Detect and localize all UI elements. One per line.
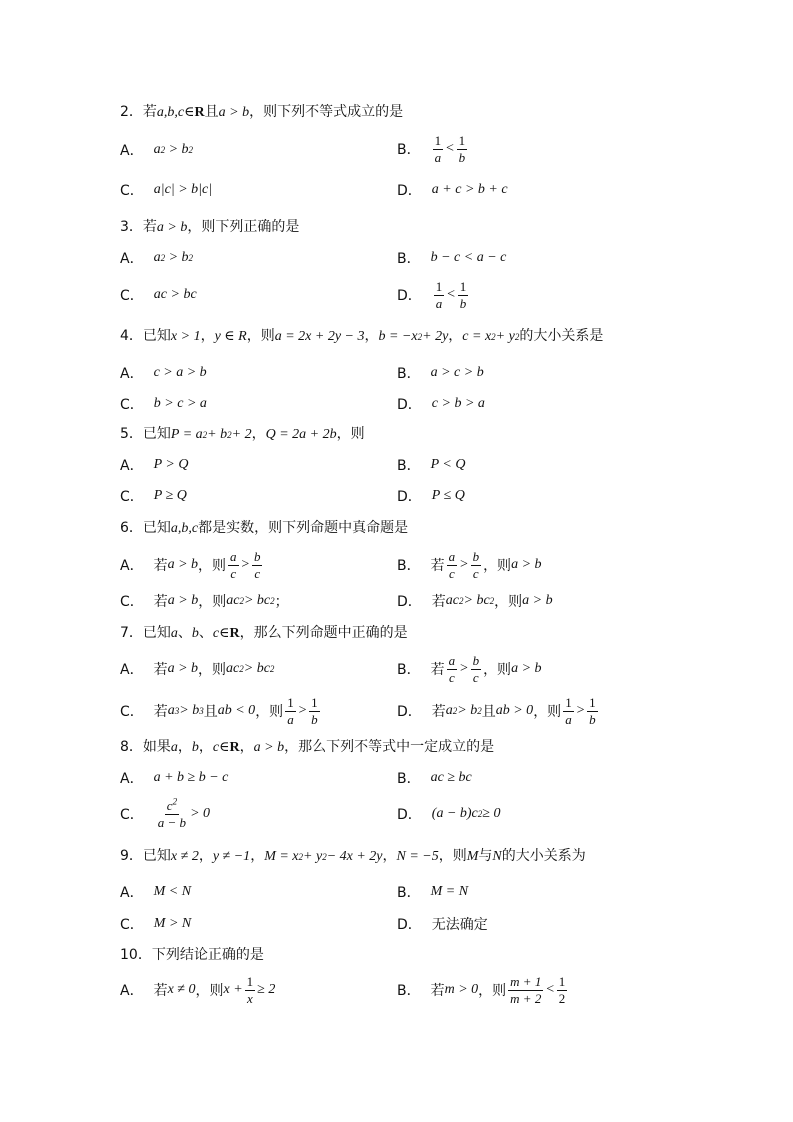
question-8-option-b[interactable]: B． ac ≥ bc xyxy=(397,770,472,787)
question-7-option-d[interactable]: D． 若 a 2 > b 2 且 ab > 0 ，则 $\frac{1}{a}$ > $\frac{1}{b}$ xyxy=(397,694,596,727)
question-7-option-b[interactable]: B． 若 $\frac{a}{c}$ > $\frac{b}{c}$ ，则 a > b xyxy=(397,652,542,685)
question-5-stem: 5．已知P = a 2 + b 2 + 2，Q = 2a + 2b，则 xyxy=(120,426,365,442)
question-10-option-b[interactable]: B． 若 m > 0 ，则 $\frac{m + 1}{m + 2}$ < $\frac{1}{2}$ xyxy=(397,973,566,1006)
question-9-option-d-text: 无法确定 xyxy=(431,917,488,933)
question-6-option-c[interactable]: C． 若 a > b ，则 ac 2 > bc 2 ； xyxy=(120,593,289,610)
question-4-stem: 4．已知x > 1，y ∈ R，则a = 2x + 2y − 3，b = −x 2 + 2y，c = x 2 + y 2 的大小关系是 xyxy=(120,328,604,344)
question-6-option-a[interactable]: A． 若 a > b ，则 $\frac{a}{c}$ > $\frac{b}{c}$ xyxy=(120,548,261,581)
question-4-option-d[interactable]: D． c > b > a xyxy=(397,396,485,413)
question-6-stem: 6．已知a,b,c都是实数，则下列命题中真命题是 xyxy=(120,520,409,536)
question-9-option-d[interactable]: D． 无法确定 xyxy=(397,913,488,935)
question-3-option-a[interactable]: A． a 2 > b 2 xyxy=(120,250,194,267)
question-4-option-b[interactable]: B． a > c > b xyxy=(397,365,484,382)
question-9-option-b[interactable]: B． M = N xyxy=(397,884,469,901)
question-4-option-c[interactable]: C． b > c > a xyxy=(120,396,207,413)
question-9-option-c[interactable]: C． M > N xyxy=(120,916,192,933)
question-7-option-a[interactable]: A． 若 a > b ，则 ac 2 > bc 2 xyxy=(120,661,275,678)
question-2-stem: 2．若a,b,c∈ R 且a > b，则下列不等式成立的是 xyxy=(120,104,404,120)
question-3-stem: 3．若a > b，则下列正确的是 xyxy=(120,219,300,235)
question-3-option-d[interactable]: D． $\frac{1}{a}$ < $\frac{1}{b}$ xyxy=(397,278,467,311)
question-3-option-b[interactable]: B． b − c < a − c xyxy=(397,250,507,267)
question-3-option-c[interactable]: C． ac > bc xyxy=(120,287,197,304)
question-2-option-c[interactable]: C． a|c| > b|c| xyxy=(120,182,213,199)
question-9-option-a[interactable]: A． M < N xyxy=(120,884,192,901)
question-5-option-d[interactable]: D． P ≤ Q xyxy=(397,488,465,505)
question-7-stem: 7．已知a、b、c∈ R ，那么下列命题中正确的是 xyxy=(120,625,408,641)
question-8-option-a[interactable]: A． a + b ≥ b − c xyxy=(120,770,229,787)
question-2-option-b[interactable]: B． $\frac{1}{a}$ < $\frac{1}{b}$ xyxy=(397,132,466,165)
question-8-option-c[interactable]: C． $\frac{c^2}{a - b}$ > 0 xyxy=(120,796,211,830)
question-6-option-b[interactable]: B． 若 $\frac{a}{c}$ > $\frac{b}{c}$ ，则 a > b xyxy=(397,548,542,581)
question-5-option-a[interactable]: A． P > Q xyxy=(120,457,189,474)
question-4-option-a[interactable]: A． c > a > b xyxy=(120,365,207,382)
question-5-option-c[interactable]: C． P ≥ Q xyxy=(120,488,187,505)
question-2-option-d[interactable]: D． a + c > b + c xyxy=(397,182,508,199)
question-6-option-d[interactable]: D． 若 ac 2 > bc 2 ，则 a > b xyxy=(397,593,553,610)
question-5-option-b[interactable]: B． P < Q xyxy=(397,457,466,474)
question-8-stem: 8．如果a，b，c∈ R ，a > b，那么下列不等式中一定成立的是 xyxy=(120,739,495,755)
question-7-option-c[interactable]: C． 若 a 3 > b 3 且 ab < 0 ，则 $\frac{1}{a}$ > $\frac{1}{b}$ xyxy=(120,694,318,727)
question-10-stem: 10．下列结论正确的是 xyxy=(120,947,264,963)
question-8-option-d[interactable]: D． (a − b)c 2 ≥ 0 xyxy=(397,806,501,823)
question-9-stem: 9．已知x ≠ 2，y ≠ −1，M = x 2 + y 2 − 4x + 2y，N = −5，则M与N的大小关系为 xyxy=(120,848,586,864)
question-10-option-a[interactable]: A． 若 x ≠ 0 ，则 x + $\frac{1}{x}$ ≥ 2 xyxy=(120,973,276,1006)
question-2-option-a[interactable]: A． a 2 > b 2 xyxy=(120,142,194,159)
